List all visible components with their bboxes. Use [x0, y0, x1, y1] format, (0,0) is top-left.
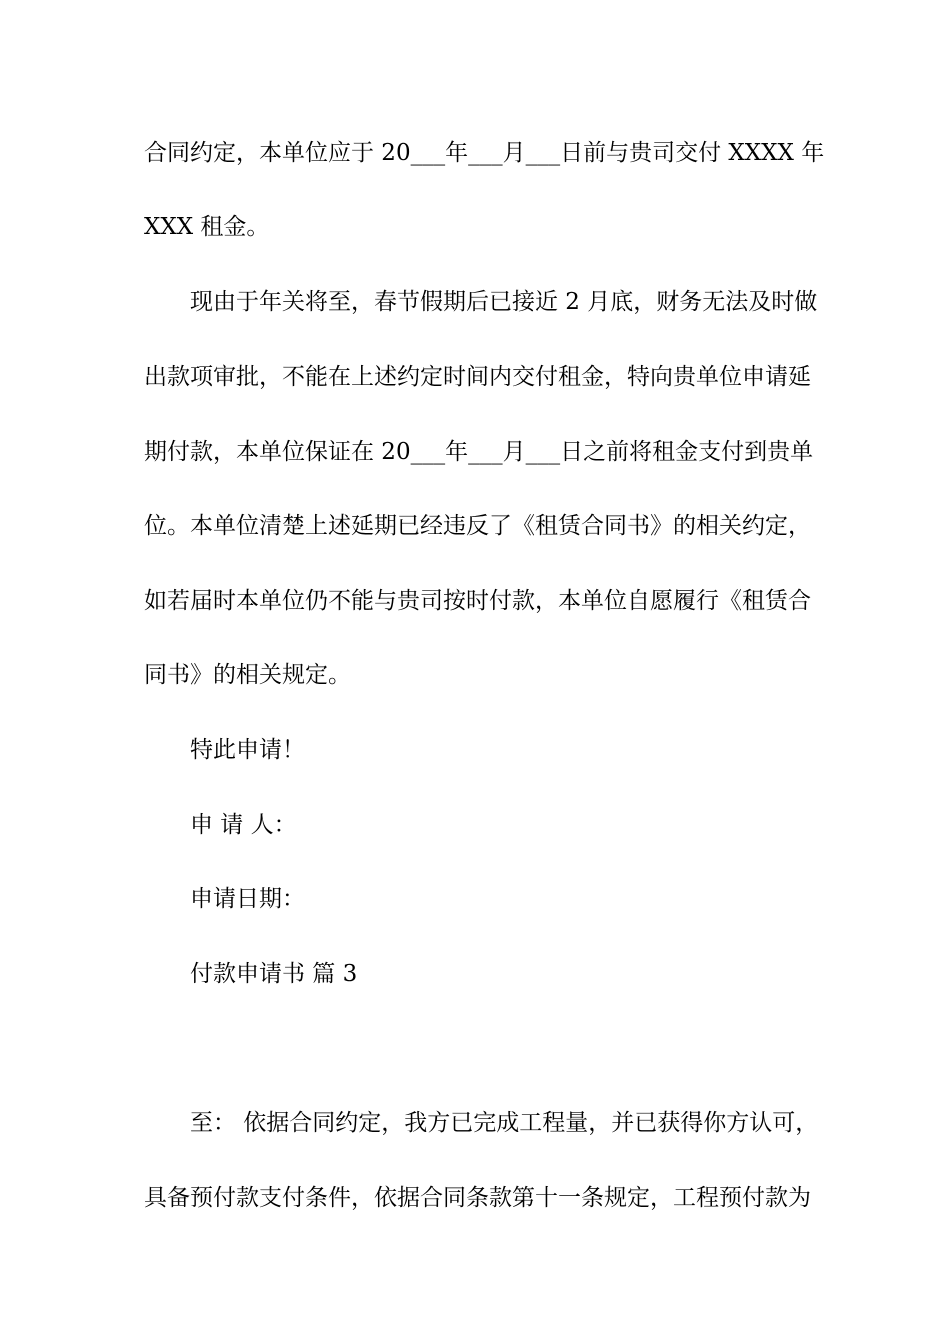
paragraph-line-4: 出款项审批，不能在上述约定时间内交付租金，特向贵单位申请延: [144, 364, 811, 390]
paragraph-line-10: 具备预付款支付条件，依据合同条款第十一条规定，工程预付款为: [144, 1185, 811, 1211]
paragraph-line-8: 同书》的相关规定。: [144, 662, 351, 688]
paragraph-line-3: 现由于年关将至，春节假期后已接近 2 月底，财务无法及时做: [190, 289, 818, 315]
paragraph-line-9: 至： 依据合同约定，我方已完成工程量，并已获得你方认可，: [190, 1110, 819, 1136]
paragraph-line-7: 如若届时本单位仍不能与贵司按时付款，本单位自愿履行《租赁合: [144, 588, 811, 614]
applicant-label: 申 请 人：: [190, 812, 297, 838]
application-date-label: 申请日期：: [190, 886, 305, 912]
paragraph-line-1: 合同约定，本单位应于 20___年___月___日前与贵司交付 XXXX 年: [144, 140, 825, 166]
section-title: 付款申请书 篇 3: [190, 961, 358, 987]
paragraph-line-6: 位。本单位清楚上述延期已经违反了《租赁合同书》的相关约定，: [144, 513, 811, 539]
paragraph-line-2: XXX 租金。: [144, 214, 270, 240]
paragraph-line-5: 期付款，本单位保证在 20___年___月___日之前将租金支付到贵单: [144, 439, 814, 465]
closing-request: 特此申请！: [190, 737, 305, 763]
